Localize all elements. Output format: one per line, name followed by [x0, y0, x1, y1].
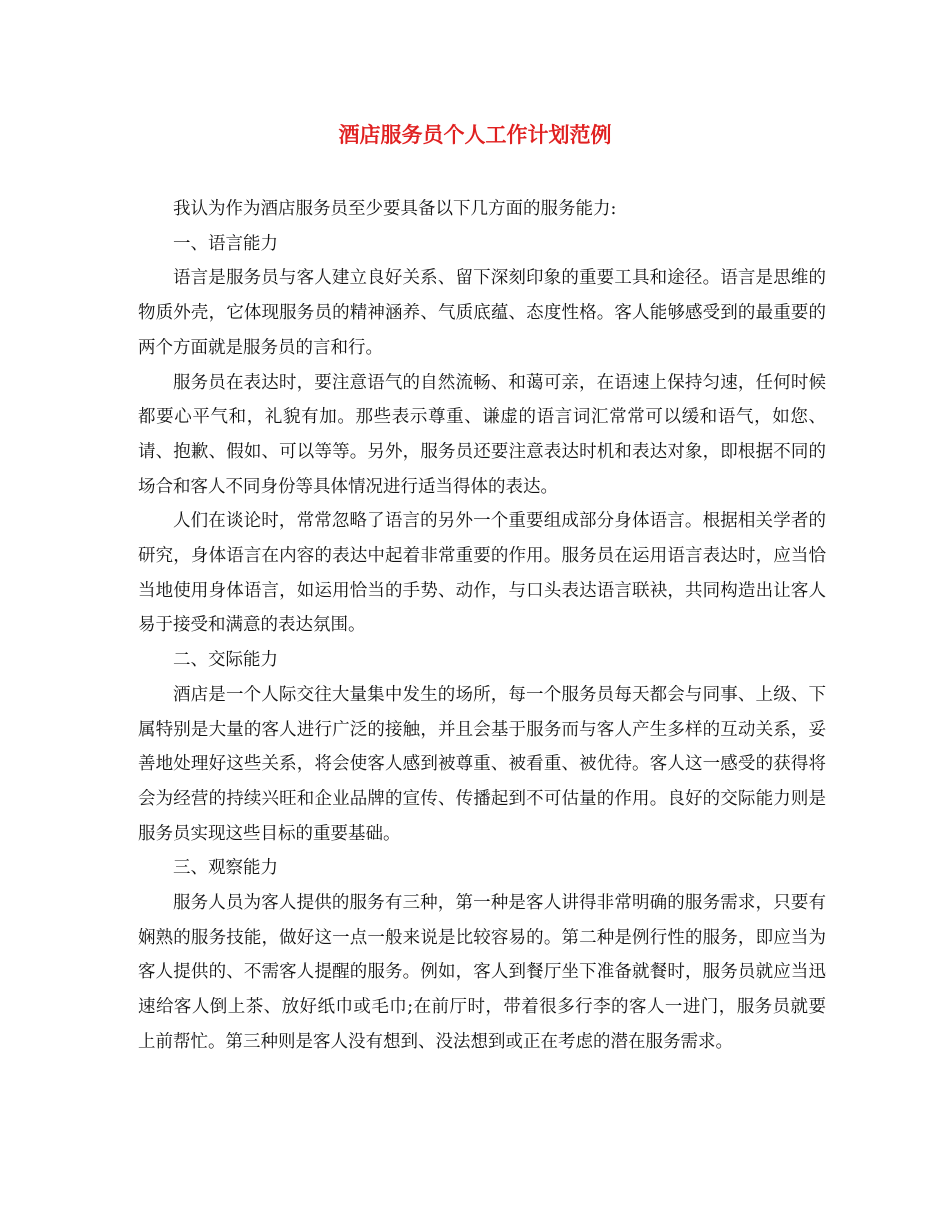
paragraph: 人们在谈论时，常常忽略了语言的另外一个重要组成部分身体语言。根据相关学者的研究，身体语言在内容的表达中起着非常重要的作用。服务员在运用语言表达时，应当恰当地使用身体语言，如运用恰当的手势、动作，与口头表达语言联袂，共同构造出让客人易于接受和满意的表达氛围。	[138, 511, 826, 636]
paragraph: 语言是服务员与客人建立良好关系、留下深刻印象的重要工具和途径。语言是思维的物质外壳，它体现服务员的精神涵养、气质底蕴、态度性格。客人能够感受到的最重要的两个方面就是服务员的言和行。	[138, 268, 826, 358]
section-heading-communication: 二、交际能力	[173, 650, 278, 671]
paragraph: 酒店是一个人际交往大量集中发生的场所，每一个服务员每天都会与同事、上级、下属特别是大量的客人进行广泛的接触，并且会基于服务而与客人产生多样的互动关系，妥善地处理好这些关系，将会使客人感到被尊重、被看重、被优待。客人这一感受的获得将会为经营的持续兴旺和企业品牌的宣传、传播起到不可估量的作用。良好的交际能力则是服务员实现这些目标的重要基础。	[138, 684, 826, 844]
paragraph-intro: 我认为作为酒店服务员至少要具备以下几方面的服务能力:	[173, 199, 617, 219]
document-title: 酒店服务员个人工作计划范例	[338, 122, 612, 147]
paragraph: 服务人员为客人提供的服务有三种，第一种是客人讲得非常明确的服务需求，只要有娴熟的服务技能，做好这一点一般来说是比较容易的。第二种是例行性的服务，即应当为客人提供的、不需客人提醒的服务。例如，客人到餐厅坐下准备就餐时，服务员就应当迅速给客人倒上茶、放好纸巾或毛巾;在前厅时，带着很多行李的客人一进门，服务员就要上前帮忙。第三种则是客人没有想到、没法想到或正在考虑的潜在服务需求。	[138, 893, 826, 1052]
section-heading-observation: 三、观察能力	[173, 858, 278, 879]
document-body	[138, 192, 826, 1060]
paragraph: 服务员在表达时，要注意语气的自然流畅、和蔼可亲，在语速上保持匀速，任何时候都要心平气和，礼貌有加。那些表示尊重、谦虚的语言词汇常常可以缓和语气，如您、请、抱歉、假如、可以等等。另外，服务员还要注意表达时机和表达对象，即根据不同的场合和客人不同身份等具体情况进行适当得体的表达。	[138, 372, 826, 497]
section-heading-language: 一、语言能力	[173, 233, 278, 254]
